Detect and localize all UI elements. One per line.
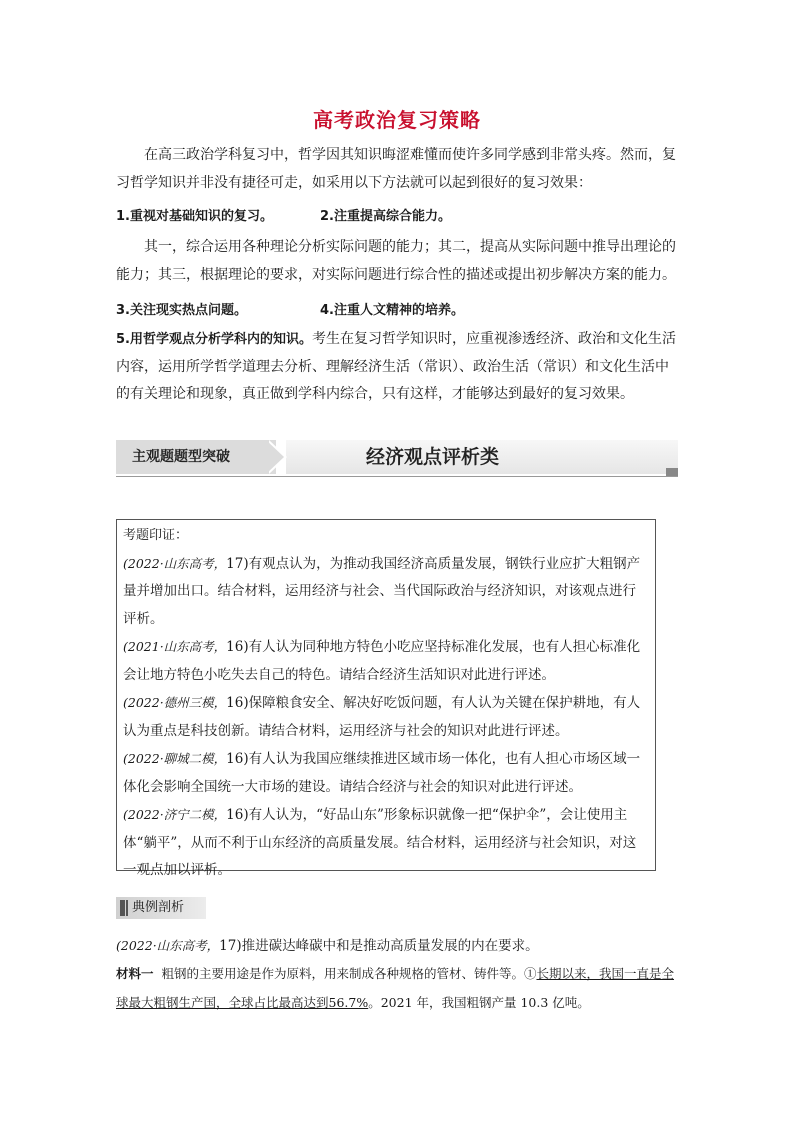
exam-item-source: (2022·山东高考， bbox=[123, 555, 227, 571]
banner-title: 经济观点评析类 bbox=[366, 446, 500, 468]
example-question bbox=[116, 932, 678, 961]
point-3: 3.关注现实热点问题。 bbox=[116, 303, 247, 318]
example-text: 17)推进碳达峰碳中和是推动高质量发展的内在要求。 bbox=[219, 938, 539, 954]
section-tag-label: 典例剖析 bbox=[132, 900, 185, 915]
exam-item bbox=[123, 801, 649, 885]
point-2-detail: 其一，综合运用各种理论分析实际问题的能力；其二，提高从实际问题中推导出理论的能力；其三，根据理论的要求，对实际问题进行综合性的描述或提出初步解决方案的能力。 bbox=[116, 239, 676, 283]
exam-item-text: 16)有人认为同种地方特色小吃应坚持标准化发展，也有人担心标准化会让地方特色小吃失去自己的特色。请结合经济生活知识对此进行评述。 bbox=[123, 639, 641, 683]
example-source: (2022·山东高考， bbox=[116, 938, 220, 953]
exam-item bbox=[123, 745, 649, 801]
exam-item-text: 16)有人认为，“好品山东”形象标识就像一把“保护伞”，会让使用主体“躺平”，从而不利于山东经济的高质量发展。结合材料，运用经济与社会知识，对这一观点加以评析。 bbox=[123, 807, 637, 878]
point-2: 2.注重提高综合能力。 bbox=[320, 209, 451, 224]
exam-item-text: 17)有观点认为，为推动我国经济高质量发展，钢铁行业应扩大粗钢产量并增加出口。结合材料，运用经济与社会、当代国际政治与经济知识，对该观点进行评析。 bbox=[123, 555, 641, 627]
exam-item-text: 16)有人认为我国应继续推进区域市场一体化，也有人担心市场区域一体化会影响全国统一大市场的建设。请结合经济与社会的知识对此进行评述。 bbox=[123, 751, 641, 795]
section-banner bbox=[116, 438, 678, 478]
banner-divider bbox=[116, 476, 678, 477]
point-5 bbox=[116, 326, 678, 409]
exam-item-source: (2022·聊城二模， bbox=[123, 751, 227, 766]
tag-bar-icon bbox=[126, 900, 128, 916]
material-label: 材料一 bbox=[116, 966, 154, 981]
exam-item-source: (2021·山东高考， bbox=[123, 639, 227, 654]
page-title: 高考政治复习策略 bbox=[313, 108, 481, 132]
material-text: 粗钢的主要用途是作为原料，用来制成各种规格的管材、铸件等。① bbox=[161, 966, 537, 981]
exam-evidence-box bbox=[116, 519, 656, 878]
point-5-heading: 5.用哲学观点分析学科内的知识。 bbox=[116, 332, 312, 347]
banner-arrow-icon bbox=[266, 440, 284, 474]
banner-corner bbox=[666, 468, 678, 476]
section-tag bbox=[116, 897, 206, 919]
exam-item bbox=[123, 689, 649, 745]
exam-item-source: (2022·济宁二模， bbox=[123, 807, 227, 822]
material-underlined: 长期以来，我国一直是全球最大粗钢生产国，全球占比最高达到56.7% bbox=[116, 966, 674, 1010]
tag-bar-icon bbox=[120, 900, 125, 916]
point-1: 1.重视对基础知识的复习。 bbox=[116, 209, 273, 224]
exam-item-source: (2022·德州三模， bbox=[123, 695, 227, 710]
intro-paragraph: 在高三政治学科复习中，哲学因其知识晦涩难懂而使许多同学感到非常头疼。然而，复习哲学知识并非没有捷径可走，如采用以下方法就可以起到很好的复习效果： bbox=[116, 147, 676, 191]
exam-item bbox=[123, 550, 649, 634]
example-material bbox=[116, 959, 682, 1017]
point-5-text: 考生在复习哲学知识时，应重视渗透经济、政治和文化生活内容，运用所学哲学道理去分析、理解经济生活（常识）、政治生活（常识）和文化生活中的有关理论和现象，真正做到学科内综合，只有这样，才能够达到最好的复习效果。 bbox=[116, 331, 676, 402]
exam-box-label: 考题印证： bbox=[123, 528, 189, 543]
exam-item bbox=[123, 633, 649, 689]
point-4: 4.注重人文精神的培养。 bbox=[320, 303, 464, 318]
banner-label: 主观题题型突破 bbox=[116, 440, 276, 474]
exam-item-text: 16)保障粮食安全、解决好吃饭问题，有人认为关键在保护耕地，有人认为重点是科技创新。请结合材料，运用经济与社会的知识对此进行评述。 bbox=[123, 695, 641, 739]
material-text-end: 。2021 年，我国粗钢产量 10.3 亿吨。 bbox=[368, 995, 590, 1010]
